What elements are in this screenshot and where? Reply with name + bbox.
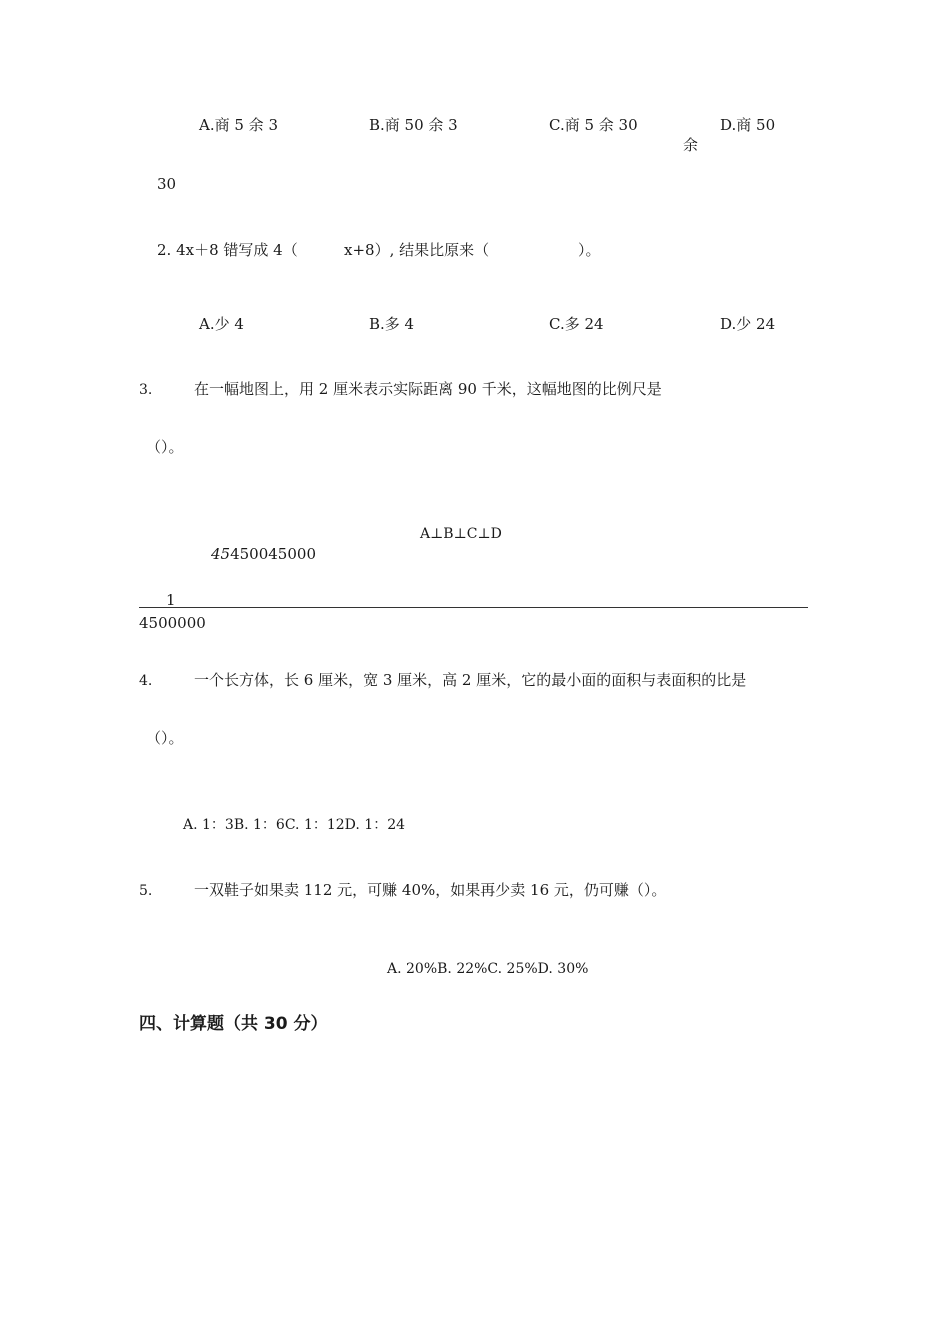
q4-number: 4. [139, 673, 153, 689]
q5-options: A. 20%B. 22%C. 25%D. 30% [387, 961, 589, 977]
q4-stem: 一个长方体，长 6 厘米，宽 3 厘米，高 2 厘米，它的最小面的面积与表面积的比是 [194, 671, 747, 689]
q2-option-c: C.多 24 [549, 315, 604, 333]
q1-option-d: D.商 50 [720, 116, 776, 134]
q1-option-c: C.商 5 余 30 [549, 116, 638, 134]
fraction-bar [139, 607, 808, 608]
q1-option-d-continuation: 30 [157, 175, 177, 193]
q1-option-a: A.商 5 余 3 [199, 116, 278, 134]
q2-stem-part3: ）。 [578, 241, 601, 259]
q3-values-italic: 45 [211, 545, 231, 563]
q3-number: 3. [139, 382, 153, 398]
q4-blank: （）。 [146, 729, 184, 747]
q4-options: A. 1：3B. 1：6C. 1：12D. 1：24 [183, 817, 406, 833]
q3-option-labels: A⊥B⊥C⊥D [420, 526, 502, 542]
q2-option-d: D.少 24 [720, 315, 776, 333]
q5-stem: 一双鞋子如果卖 112 元，可赚 40%，如果再少卖 16 元，仍可赚（）。 [194, 881, 667, 899]
q5-number: 5. [139, 883, 153, 899]
q3-values-rest: 450045000 [230, 545, 316, 563]
q2-stem-part1: 2. 4x＋8 错写成 4（ [157, 241, 298, 259]
q1-option-b: B.商 50 余 3 [369, 116, 458, 134]
q3-blank: （）。 [146, 438, 184, 456]
q3-option-values [211, 547, 316, 562]
q2-stem-part2: x+8）, 结果比原来（ [344, 241, 490, 259]
section-heading: 四、计算题（共 30 分） [139, 1014, 328, 1034]
q2-option-b: B.多 4 [369, 315, 415, 333]
q1-option-d-wrap: 余 [683, 136, 699, 154]
q3-stem: 在一幅地图上，用 2 厘米表示实际距离 90 千米，这幅地图的比例尺是 [194, 380, 662, 398]
q2-option-a: A.少 4 [199, 315, 244, 333]
q3-fraction-numerator: 1 [166, 591, 176, 609]
q3-fraction-denominator: 4500000 [139, 614, 206, 632]
